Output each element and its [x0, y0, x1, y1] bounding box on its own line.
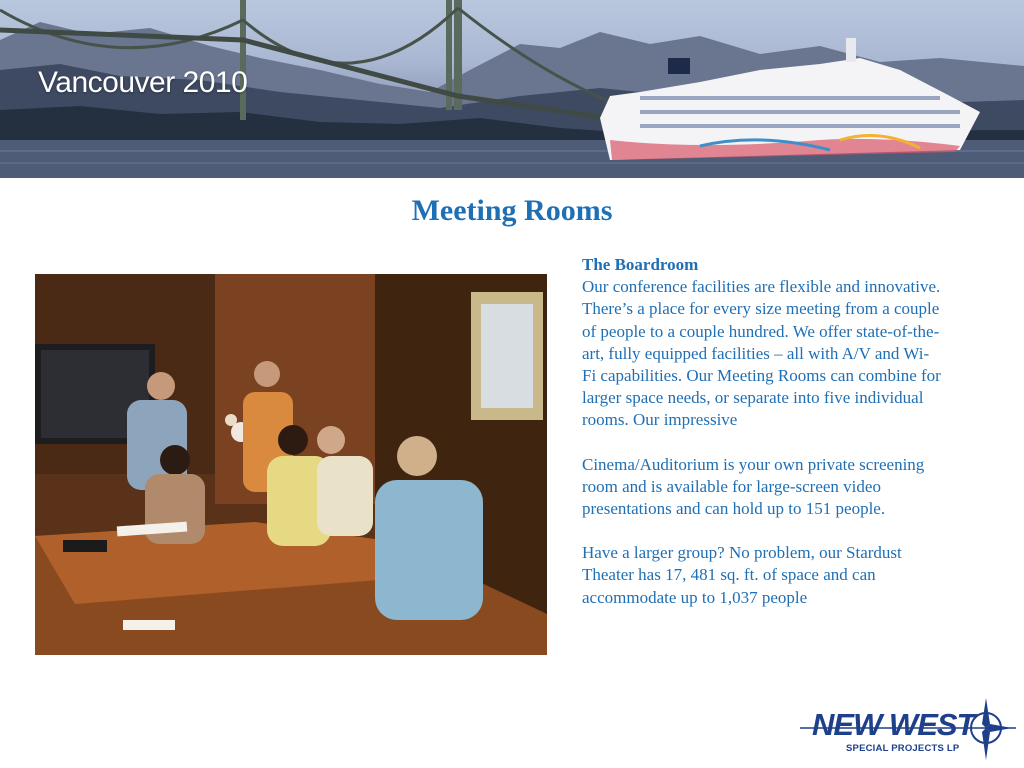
paragraph-3: Have a larger group? No problem, our Stardust Theater has 17, 481 sq. ft. of space and can accommodate up to 1,037 people — [582, 543, 902, 607]
section-title: The Boardroom — [582, 255, 699, 274]
content-column — [582, 254, 942, 631]
boardroom-photo — [35, 274, 547, 655]
header-banner — [0, 0, 1024, 178]
logo-name: NEW WEST — [812, 707, 975, 742]
paragraph-1-block — [582, 254, 942, 432]
page-title: Meeting Rooms — [411, 194, 613, 227]
banner-title: Vancouver 2010 — [38, 66, 248, 99]
logo-subtitle: SPECIAL PROJECTS LP — [846, 743, 960, 754]
paragraph-2: Cinema/Auditorium is your own private screening room and is available for large-screen video presentations and can hold up to 151 people. — [582, 454, 925, 519]
paragraph-1: Our conference facilities are flexible and innovative. There’s a place for every size meeting from a couple of people to a couple hundred. We offer state-of-the-art, fully equipped facilities – all with A/V and Wi-Fi capabilities. Our Meeting Rooms can combine for larger space needs, or separate into five individual rooms. Our impressive — [582, 277, 941, 430]
boardroom-illustration — [35, 274, 547, 655]
company-logo — [798, 694, 1018, 764]
